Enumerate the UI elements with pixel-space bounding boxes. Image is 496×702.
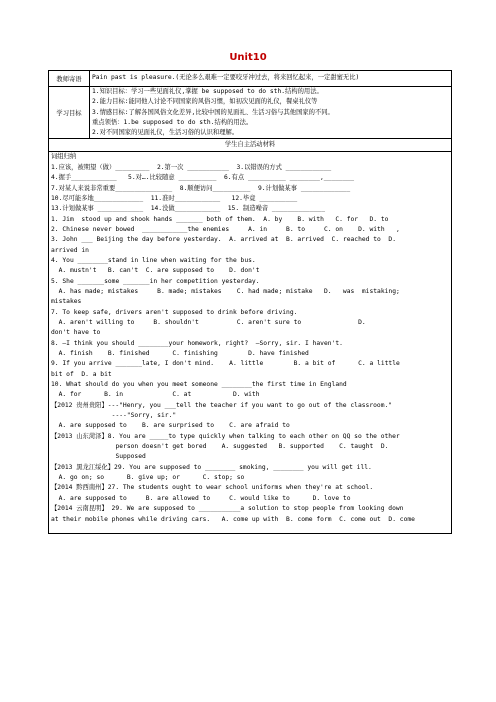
exercise-line: Supposed [51, 453, 146, 461]
section-label: 词组归纳 [51, 153, 77, 161]
exercise-line: A. finish B. finished C. finishing D. have finished [51, 350, 309, 358]
phrase-line: 13.计划做某事 ____________ 14.没做____________ 15. 制造噪音 ______________ [51, 205, 325, 213]
goal-line: 3.情感目标:了解各国风俗文化差异,比较中国的见面礼、生活习俗与其他国家的不同。 [92, 108, 334, 116]
page-title: Unit10 [229, 52, 267, 63]
goals-content [90, 87, 452, 139]
exercise-line: 【2012 贵州贵阳】---"Henry, you ___tell the teacher if you want to go out of the classroom." [51, 401, 393, 409]
exercise-line: 10. What should do you when you meet someone ________the first time in England [51, 381, 347, 389]
exercise-line: 3. John ___ Beijing the day before yesterday. A. arrived at B. arrived C. reached to D. [51, 236, 396, 244]
exercise-line: 【2013 黑龙江绥化】29. You are supposed to ________ smoking, ________ you will get ill. [51, 463, 372, 471]
phrase-line: 10.尽可能多地_____________ 11.准时____________ 12.毕竟 __________ [51, 194, 298, 202]
activity-heading: 学生自主活动材料 [49, 139, 452, 152]
exercise-line: arrived in [51, 246, 89, 254]
goals-row [49, 87, 452, 139]
exercise-line: don't have to [51, 329, 101, 337]
bottom-padding [51, 525, 449, 533]
exercise-line: A. has made; mistakes B. made; mistakes C. had made; mistake D. was mistaking; [51, 287, 400, 295]
phrase-line: 1.应该，被期望（做）_________ 2.第一次 ___________ 3.以错误的方式 ____________ [51, 163, 332, 171]
phrase-line: 4.握手____________ 5.对….比较随意 __________ 6.有点 __________ ________,________ [51, 174, 355, 182]
exercise-line: 【2013 山东菏泽】8. You are _____to type quickly when talking to each other on QQ so the other [51, 432, 400, 440]
exercise-line: person doesn't get bored A. suggested B. supported C. taught D. [51, 443, 389, 451]
exercise-line: 【2014 黔西南州】27. The students ought to wear school uniforms when they're at school. [51, 484, 374, 492]
goals-label: 学习目标 [49, 87, 90, 139]
phrase-line: 7.对某人来说非常重要_______________ 8.顺便访问__________ 9.计划做某事 _____________ [51, 184, 351, 192]
exercise-line: A. aren't willing to B. shouldn't C. aren't sure to D. [51, 318, 366, 326]
goal-line: 2.能力目标:能同他人讨论不同国家的风俗习惯，如初次见面的礼仪，餐桌礼仪等 [92, 98, 318, 106]
exercise-line: A. go on; so B. give up; or C. stop; so [51, 474, 245, 482]
exercise-line: ----"Sorry, sir." [51, 412, 177, 420]
exercise-line: bit of D. a bit [51, 370, 112, 378]
exercise-line: 7. To keep safe, drivers aren't supposed to drink before driving. [51, 308, 298, 316]
teacher-note-row [49, 71, 452, 87]
lesson-table [48, 70, 452, 534]
exercise-line: 4. You ________stand in line when waiting for the bus. [51, 256, 256, 264]
goal-line: 重点领悟：1.be supposed to do sth.结构的用法。 [92, 118, 253, 126]
goal-line: 2.对不同国家的见面礼仪，生活习俗的认识和理解。 [92, 129, 239, 137]
exercise-line: A. mustn't B. can't C. are supposed to D. don't [51, 267, 260, 275]
exercise-line: mistakes [51, 298, 82, 306]
activity-heading-row [49, 139, 452, 152]
exercise-line: 8. —I think you should ________your homework, right? —Sorry, sir. I haven't. [51, 339, 343, 347]
exercise-line: 9. If you arrive _______late, I don't mind. A. little B. a bit of C. a little [51, 360, 400, 368]
goal-line: 1.知识目标：学习一些见面礼仪,掌握 be supposed to do sth.结构的用法。 [92, 88, 323, 95]
exercise-line: 5. She _______some _______in her competition yesterday. [51, 277, 260, 285]
exercise-line: A. are supposed to B. are allowed to C. would like to D. love to [51, 494, 351, 502]
exercise-line: 【2014 云南昆明】 29. We are supposed to ___________a solution to stop people from looking down [51, 505, 404, 513]
activity-body-row [49, 152, 452, 533]
exercise-line: A. for B. in C. at D. with [51, 391, 260, 399]
exercise-line: 2. Chinese never bowed ____________the enemies A. in B. to C. on D. with , [51, 225, 400, 233]
exercise-line: at their mobile phones while driving cars. A. come up with B. come form C. come out D. come [51, 515, 415, 523]
exercise-line: 1. Jim stood up and shook hands _______ both of them. A. by B. with C. for D. to [51, 215, 389, 223]
teacher-note-label: 教师寄语 [49, 71, 90, 87]
activity-body [49, 152, 452, 533]
exercise-line: A. are supposed to B. are surprised to C. are afraid to [51, 422, 290, 430]
teacher-note-text: Pain past is pleasure.(无论多么艰难一定要咬牙冲过去，将来回忆起来，一定甜蜜无比) [90, 71, 452, 87]
